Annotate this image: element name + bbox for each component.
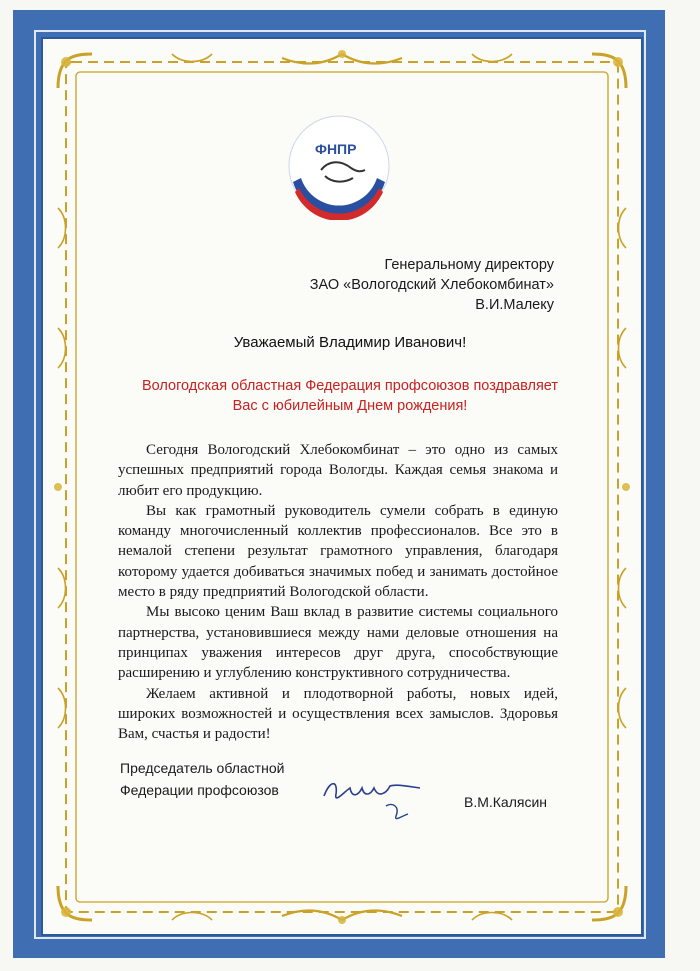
addressee-block (310, 255, 554, 315)
congrats-line-2: Вас с юбилейным Днем рождения! (232, 398, 468, 414)
paragraph: Желаем активной и плодотворной работы, новых идей, широких возможностей и осуществления всех замыслов. Здоровья Вам, счастья и радости! (118, 685, 558, 743)
signer-title-line-1: Председатель областной (120, 760, 285, 776)
congratulation-heading (0, 376, 700, 416)
fnpr-logo (285, 112, 393, 220)
congrats-line-1: Вологодская областная Федерация профсоюзов поздравляет (141, 378, 559, 394)
addressee-position: Генеральному директору (384, 257, 554, 273)
signer-title-line-2: Федерации профсоюзов (120, 782, 279, 798)
addressee-company: ЗАО «Вологодский Хлебокомбинат» (309, 277, 554, 293)
handwritten-signature (316, 770, 446, 830)
logo-acronym: ФНПР (315, 141, 357, 157)
addressee-name: В.И.Малеку (475, 297, 554, 313)
greeting: Уважаемый Владимир Иванович! (233, 334, 467, 351)
paragraph: Мы высоко ценим Ваш вклад в развитие системы социального партнерства, установившиеся между нами деловые отношения на принципах уважения интересов друг друга, способствующие расширению и углублению конструктивного сотрудничества. (118, 604, 558, 682)
letter-body (118, 440, 558, 744)
paragraph: Вы как грамотный руководитель сумели собрать в единую команду многочисленный коллектив профессионалов. Все это в немалой степени результат грамотного управления, благодаря которому удается добиваться значимых побед и занимать достойное место в ряду предприятий Вологодской области. (118, 502, 558, 601)
paragraph: Сегодня Вологодский Хлебокомбинат – это одно из самых успешных предприятий города Вологды. Каждая семья знакома и любит его продукцию. (118, 442, 558, 499)
signer-title (120, 757, 284, 801)
signer-name: В.М.Калясин (464, 794, 548, 810)
